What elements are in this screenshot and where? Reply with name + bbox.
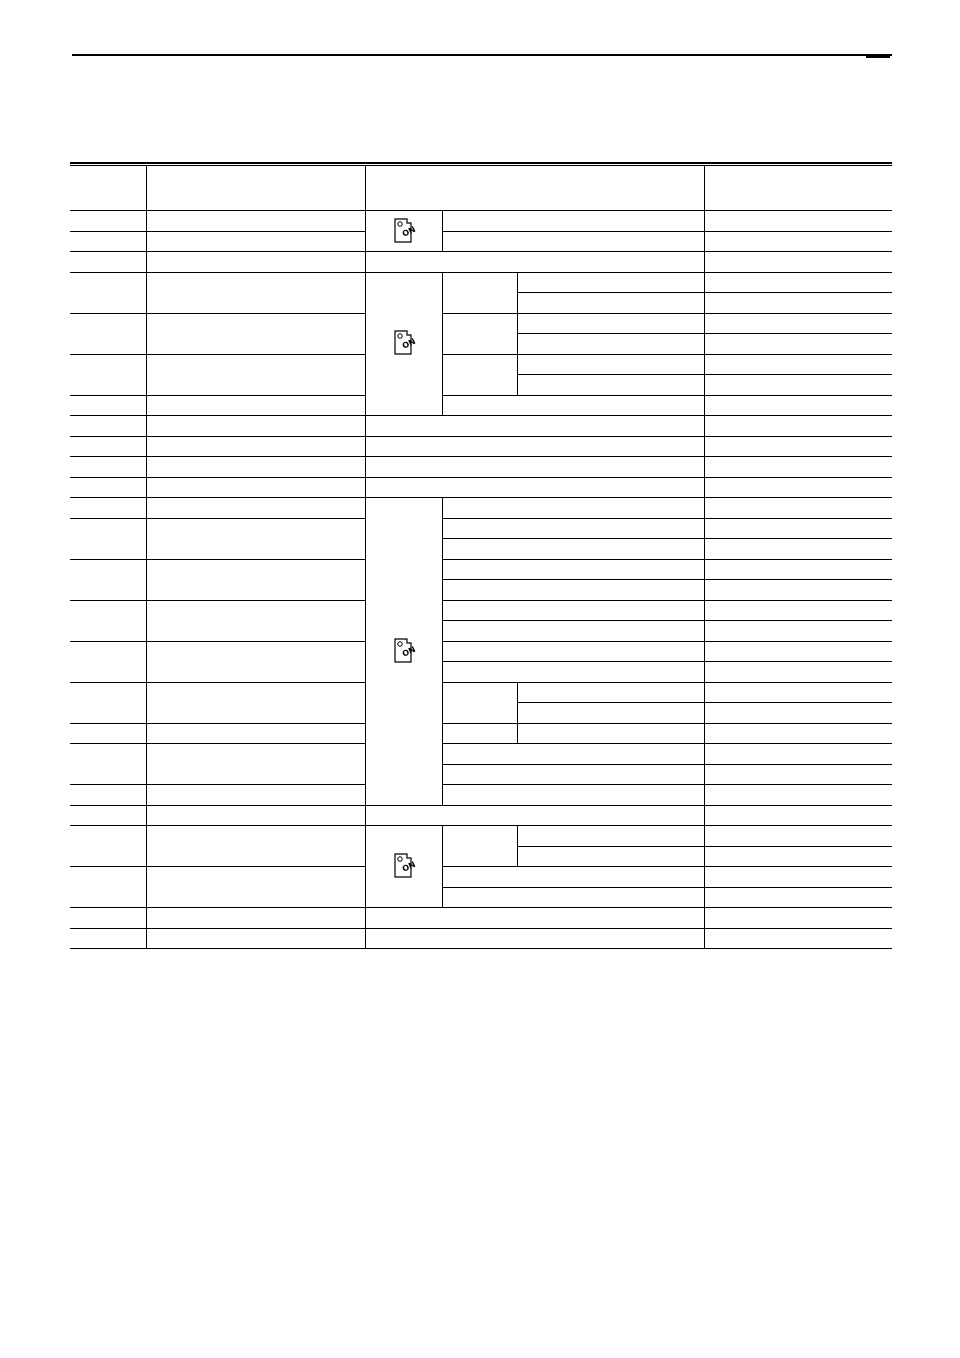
table-row	[70, 416, 892, 437]
item-cell	[146, 498, 365, 519]
terminal-no	[70, 416, 146, 437]
condition-value	[442, 231, 704, 252]
condition-value	[442, 580, 704, 601]
table-row	[70, 498, 892, 519]
item-cell	[146, 805, 365, 826]
condition-value	[442, 559, 704, 580]
voltage-value	[704, 764, 892, 785]
svg-text:ON: ON	[400, 224, 417, 239]
table-row	[70, 231, 892, 252]
table-row	[70, 477, 892, 498]
voltage-value	[704, 887, 892, 908]
terminal-no	[70, 744, 146, 785]
header-terminal-no	[70, 166, 146, 211]
voltage-value	[704, 498, 892, 519]
condition-value	[365, 416, 704, 437]
voltage-value	[704, 867, 892, 888]
terminal-no	[70, 805, 146, 826]
item-cell	[146, 744, 365, 785]
item-cell	[146, 252, 365, 273]
item-cell	[146, 313, 365, 354]
terminal-no	[70, 395, 146, 416]
condition-value	[442, 641, 704, 662]
voltage-value	[704, 477, 892, 498]
terminal-no	[70, 272, 146, 313]
condition-value	[442, 395, 704, 416]
voltage-value	[704, 436, 892, 457]
table-row	[70, 600, 892, 621]
voltage-value	[704, 518, 892, 539]
voltage-value	[704, 293, 892, 314]
terminal-no	[70, 600, 146, 641]
terminal-no	[70, 785, 146, 806]
item-cell	[146, 723, 365, 744]
terminal-no	[70, 908, 146, 929]
table-row	[70, 785, 892, 806]
table-row	[70, 436, 892, 457]
voltage-value	[704, 600, 892, 621]
table-row	[70, 252, 892, 273]
item-cell	[146, 436, 365, 457]
voltage-value	[704, 211, 892, 232]
condition-value	[517, 334, 704, 355]
voltage-value	[704, 395, 892, 416]
condition-value	[517, 354, 704, 375]
ignition-key-on-icon	[389, 635, 419, 665]
terminal-no	[70, 354, 146, 395]
condition-value	[517, 375, 704, 396]
item-cell	[146, 826, 365, 867]
header-item	[146, 166, 365, 211]
voltage-value	[704, 457, 892, 478]
condition-value	[365, 477, 704, 498]
table-row	[70, 354, 892, 375]
voltage-value	[704, 723, 892, 744]
voltage-value	[704, 559, 892, 580]
voltage-value	[704, 641, 892, 662]
condition-value	[365, 908, 704, 929]
section-rule	[70, 162, 892, 164]
voltage-value	[704, 805, 892, 826]
condition-value	[442, 867, 704, 888]
condition-value	[517, 313, 704, 334]
table-row	[70, 641, 892, 662]
condition-value	[365, 457, 704, 478]
svg-text:ON: ON	[400, 859, 417, 874]
terminal-no	[70, 559, 146, 600]
item-cell	[146, 477, 365, 498]
ignition-condition-cell	[365, 272, 442, 416]
condition-value	[517, 846, 704, 867]
condition-value	[442, 539, 704, 560]
terminal-no	[70, 928, 146, 949]
condition-group	[442, 723, 517, 744]
terminal-no	[70, 723, 146, 744]
voltage-value	[704, 272, 892, 293]
condition-group	[442, 354, 517, 395]
terminal-no	[70, 313, 146, 354]
voltage-value	[704, 416, 892, 437]
table-row	[70, 908, 892, 929]
condition-value	[517, 703, 704, 724]
condition-value	[365, 928, 704, 949]
item-cell	[146, 867, 365, 908]
voltage-value	[704, 375, 892, 396]
condition-value	[365, 436, 704, 457]
condition-value	[442, 498, 704, 519]
voltage-value	[704, 928, 892, 949]
terminal-no	[70, 518, 146, 559]
item-cell	[146, 559, 365, 600]
svg-text:ON: ON	[400, 337, 417, 351]
condition-value	[442, 764, 704, 785]
item-cell	[146, 231, 365, 252]
condition-value	[365, 252, 704, 273]
terminal-no	[70, 826, 146, 867]
voltage-value	[704, 785, 892, 806]
table-row	[70, 744, 892, 765]
table-header-row	[70, 166, 892, 211]
terminal-no	[70, 252, 146, 273]
condition-group	[442, 272, 517, 313]
terminal-no	[70, 641, 146, 682]
item-cell	[146, 785, 365, 806]
terminal-no	[70, 477, 146, 498]
table-row	[70, 559, 892, 580]
table-row	[70, 826, 892, 847]
table-row	[70, 867, 892, 888]
voltage-value	[704, 580, 892, 601]
condition-group	[442, 313, 517, 354]
condition-value	[442, 518, 704, 539]
table-row	[70, 395, 892, 416]
item-cell	[146, 908, 365, 929]
header-condition	[365, 166, 704, 211]
page-header	[72, 52, 892, 60]
condition-value	[442, 600, 704, 621]
header-rule	[72, 54, 892, 56]
table-row	[70, 211, 892, 232]
voltage-value	[704, 539, 892, 560]
item-cell	[146, 395, 365, 416]
item-cell	[146, 416, 365, 437]
ignition-key-on-icon	[389, 215, 419, 245]
table-row	[70, 805, 892, 826]
table-row	[70, 928, 892, 949]
condition-value	[365, 805, 704, 826]
voltage-value	[704, 703, 892, 724]
condition-value	[442, 621, 704, 642]
voltage-value	[704, 313, 892, 334]
svg-text:ON: ON	[400, 644, 417, 659]
terminal-no	[70, 457, 146, 478]
inspection-table	[70, 165, 892, 949]
condition-value	[442, 887, 704, 908]
table-row	[70, 457, 892, 478]
voltage-value	[704, 334, 892, 355]
item-cell	[146, 928, 365, 949]
voltage-value	[704, 662, 892, 683]
voltage-value	[704, 354, 892, 375]
condition-group	[442, 826, 517, 867]
ignition-condition-cell	[365, 826, 442, 908]
table-row	[70, 272, 892, 293]
table-row	[70, 313, 892, 334]
condition-value	[442, 744, 704, 765]
voltage-value	[704, 846, 892, 867]
item-cell	[146, 600, 365, 641]
terminal-no	[70, 436, 146, 457]
item-cell	[146, 211, 365, 232]
ignition-condition-cell	[365, 211, 442, 252]
voltage-value	[704, 252, 892, 273]
condition-value	[442, 785, 704, 806]
condition-value	[442, 662, 704, 683]
voltage-value	[704, 682, 892, 703]
condition-value	[517, 272, 704, 293]
ignition-condition-cell	[365, 498, 442, 806]
item-cell	[146, 518, 365, 559]
item-cell	[146, 354, 365, 395]
condition-value	[517, 723, 704, 744]
voltage-value	[704, 231, 892, 252]
item-cell	[146, 682, 365, 723]
condition-value	[517, 682, 704, 703]
ignition-key-on-icon	[389, 850, 419, 880]
item-cell	[146, 641, 365, 682]
condition-value	[517, 826, 704, 847]
voltage-value	[704, 621, 892, 642]
item-cell	[146, 272, 365, 313]
voltage-value	[704, 826, 892, 847]
table-row	[70, 682, 892, 703]
item-cell	[146, 457, 365, 478]
auto-badge	[866, 54, 890, 58]
header-voltage	[704, 166, 892, 211]
table-row	[70, 518, 892, 539]
condition-value	[517, 293, 704, 314]
voltage-value	[704, 908, 892, 929]
ignition-key-on-icon	[389, 327, 419, 357]
terminal-no	[70, 498, 146, 519]
condition-group	[442, 682, 517, 723]
voltage-value	[704, 744, 892, 765]
terminal-no	[70, 867, 146, 908]
condition-value	[442, 211, 704, 232]
terminal-no	[70, 682, 146, 723]
terminal-no	[70, 211, 146, 232]
table-row	[70, 723, 892, 744]
terminal-no	[70, 231, 146, 252]
